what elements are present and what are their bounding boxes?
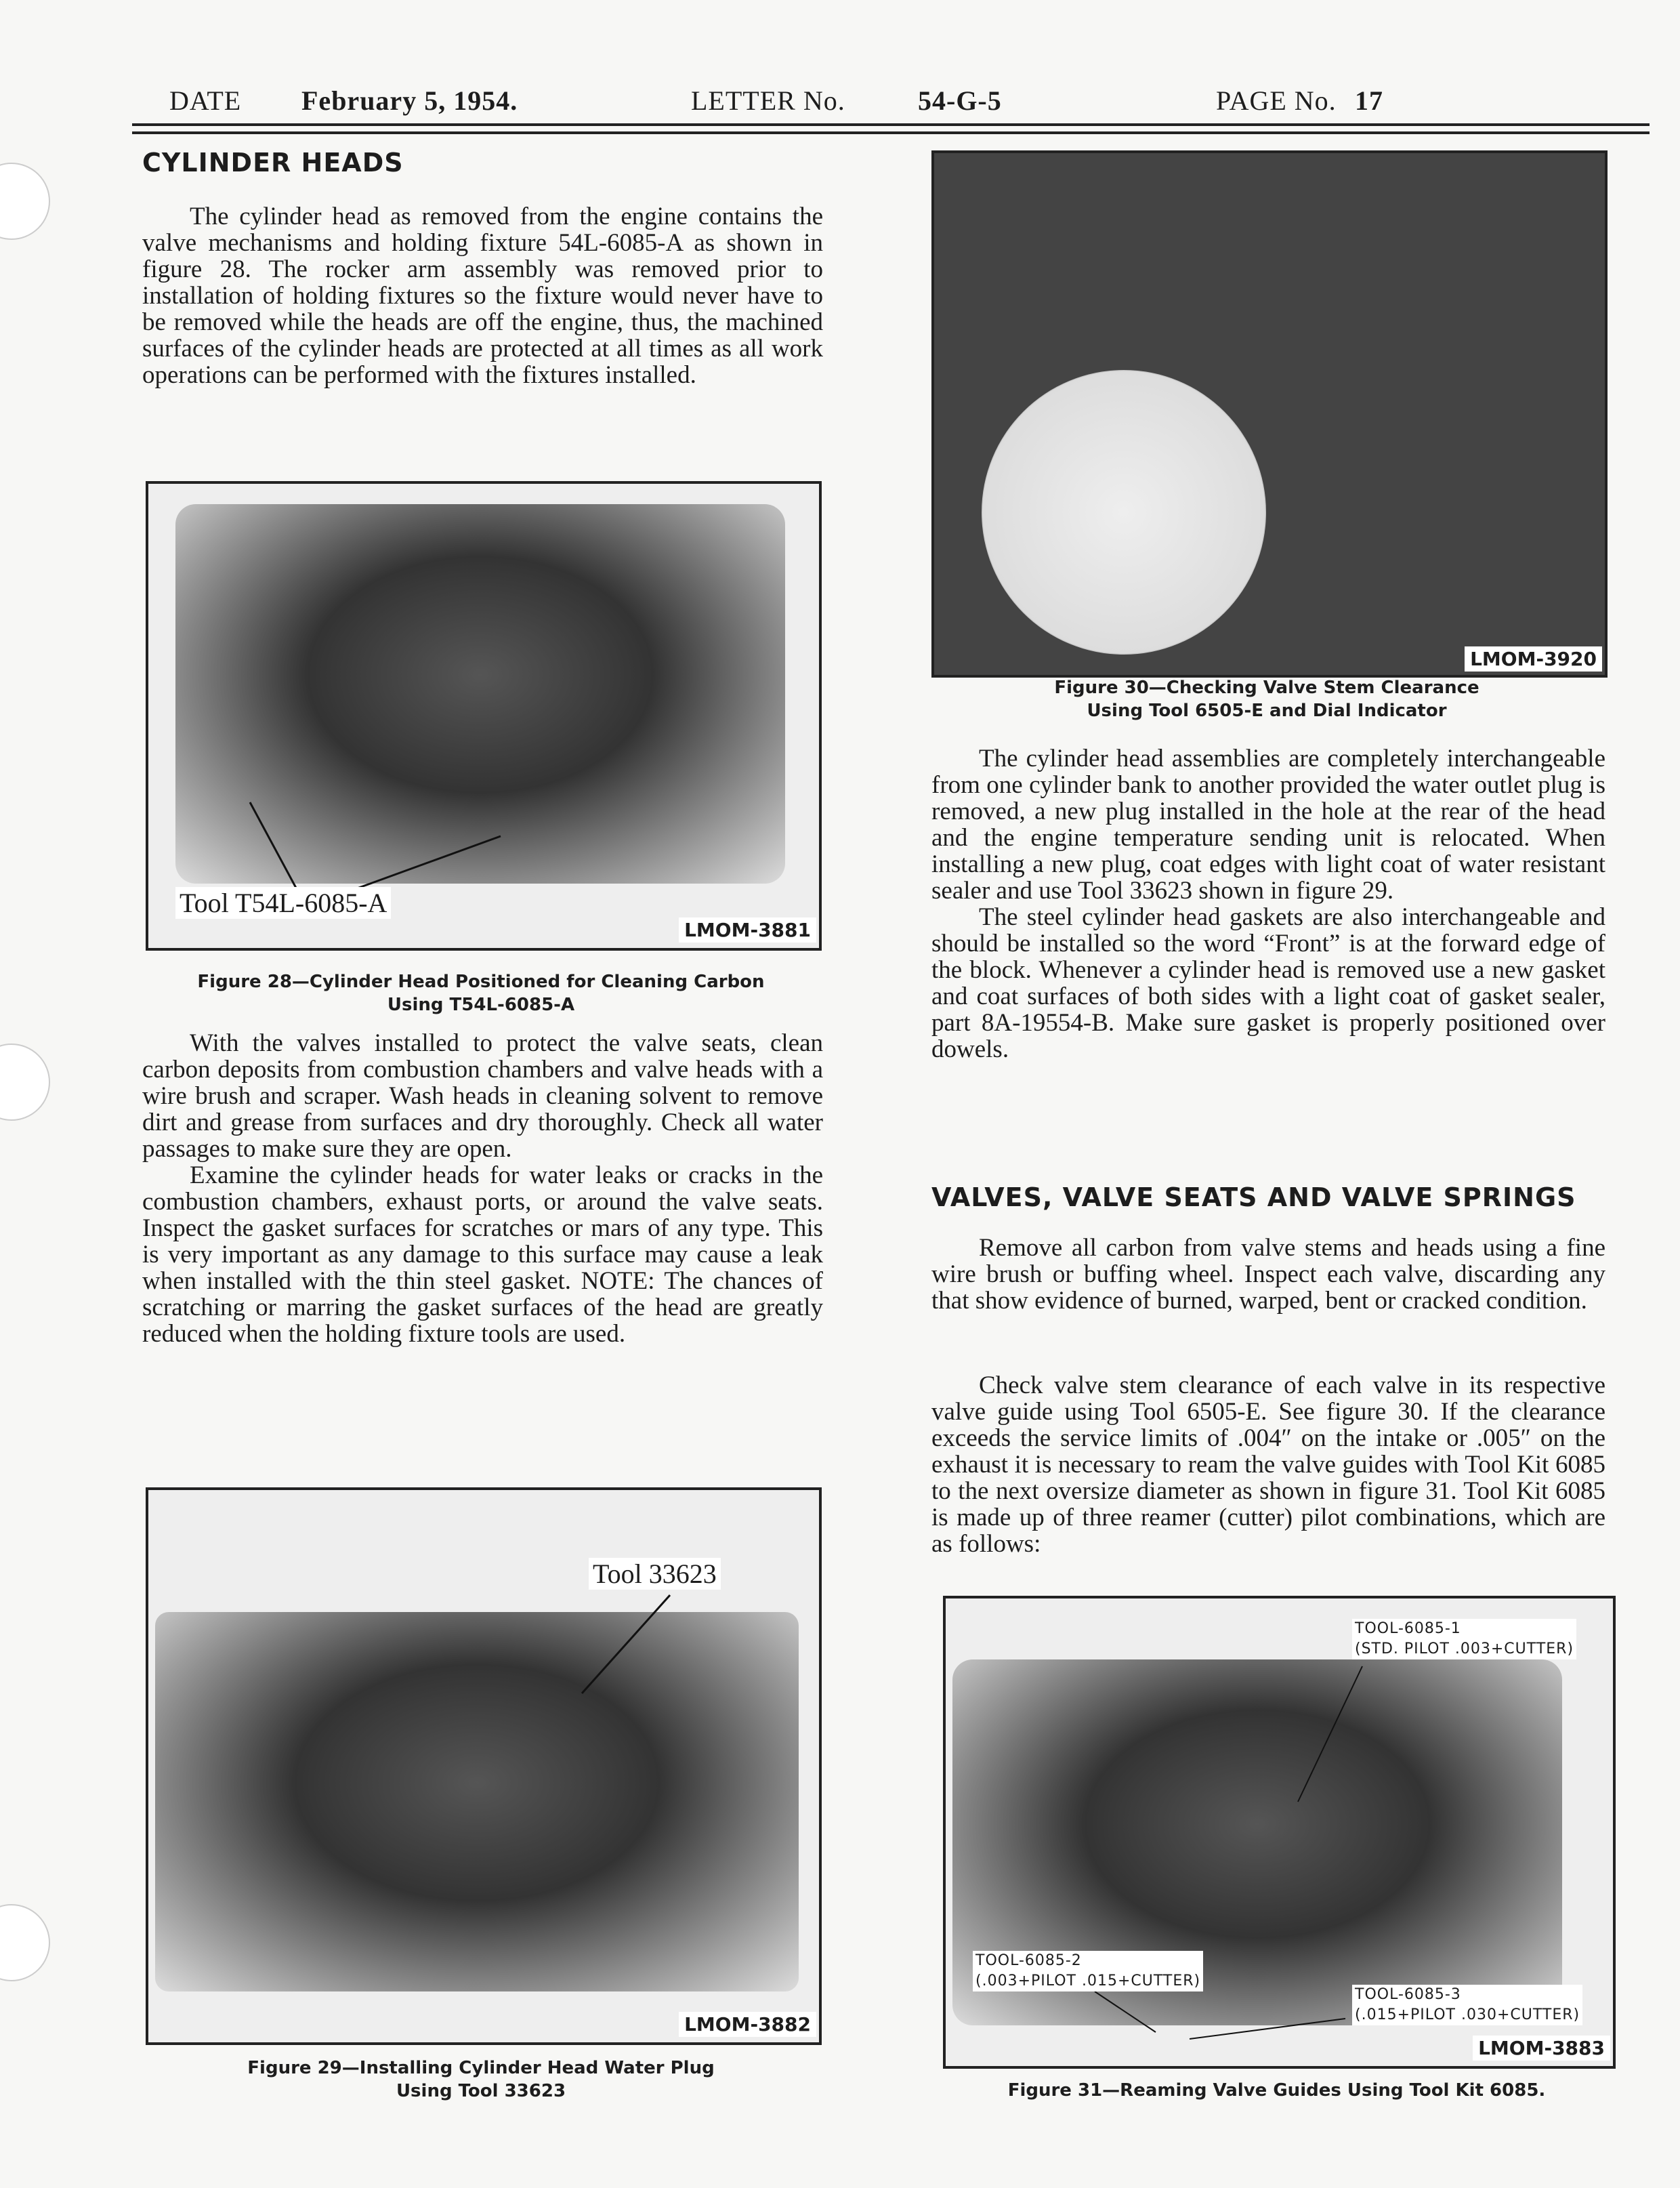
letter-label: LETTER No. (691, 85, 845, 116)
paragraph (142, 1030, 823, 1347)
figure-29 (146, 1487, 822, 2045)
figure-31 (943, 1596, 1616, 2069)
letter-value: 54-G-5 (918, 85, 1002, 116)
caption-line: Figure 29—Installing Cylinder Head Water Plug (247, 2058, 715, 2078)
callout-line: (.003+PILOT .015+CUTTER) (975, 1973, 1201, 1989)
callout-line: (.015+PILOT .030+CUTTER) (1355, 2006, 1580, 2023)
page-number: 17 (1355, 85, 1383, 116)
header-rule (132, 131, 1650, 134)
tool-label: Tool T54L-6085-A (175, 887, 391, 919)
punch-hole (0, 163, 50, 240)
paragraph-text: Check valve stem clearance of each valve in its respective valve guide using Tool 6505-E. See figure 30. If the clearance exceeds the service limits of .004″ on the intake or .005″ on the exhaust it is necessary to ream the valve guides with Tool Kit 6085 to the next oversize diameter as shown in figure 31. Tool Kit 6085 is made up of three reamer (cutter) pilot combinations, which are as follows: (931, 1371, 1605, 1558)
paragraph-text: Remove all carbon from valve stems and heads using a fine wire brush or buffing wheel. Inspect each valve, discarding any that show evidence of burned, warped, bent or cracked condition. (931, 1234, 1605, 1315)
image-code: LMOM-3920 (1465, 646, 1602, 672)
tool-callout (973, 1951, 1203, 1991)
section-heading: CYLINDER HEADS (142, 148, 404, 178)
date-value: February 5, 1954. (301, 85, 518, 116)
paragraph (931, 1372, 1605, 1557)
paragraph-text: With the valves installed to protect the valve seats, clean carbon deposits from combustion chambers and valve heads with a wire brush and scraper. Wash heads in cleaning solvent to remove dirt and grease from surfaces and dry thoroughly. Check all water passages to make sure they are open. (142, 1029, 823, 1163)
callout-line: TOOL-6085-1 (1355, 1620, 1461, 1637)
paragraph-text: The cylinder head as removed from the engine contains the valve mechanisms and holding fixture 54L-6085-A as shown in figure 28. The rocker arm assembly was removed prior to installation of holding fixtures so the fixture would never have to be removed while the heads are off the engine, thus, the machined surfaces of the cylinder heads are protected at all times as all work operations can be performed with the fixtures installed. (142, 203, 823, 389)
punch-hole (0, 1044, 50, 1121)
paragraph (931, 745, 1605, 1062)
paragraph (931, 1235, 1605, 1314)
tool-callout (1352, 1985, 1582, 2025)
paragraph-text: The cylinder head assemblies are completely interchangeable from one cylinder bank to another provided the water outlet plug is removed, a new plug installed in the hole at the rear of the head and the engine temperature sending unit is relocated. When installing a new plug, coat edges with light coat of water resistant sealer and use Tool 33623 shown in figure 29. (931, 745, 1605, 905)
callout-line: (STD. PILOT .003+CUTTER) (1355, 1640, 1574, 1657)
paragraph (142, 203, 823, 388)
page-label: PAGE No. (1216, 85, 1337, 116)
dial-indicator-photo (982, 370, 1266, 655)
image-code: LMOM-3883 (1473, 2036, 1610, 2061)
punch-hole (0, 1904, 50, 1981)
header-rule (132, 123, 1650, 126)
image-code: LMOM-3882 (679, 2012, 816, 2037)
callout-line: TOOL-6085-2 (975, 1952, 1082, 1969)
caption-line: Using T54L-6085-A (387, 995, 575, 1015)
caption-line: Using Tool 6505-E and Dial Indicator (1087, 701, 1447, 721)
paragraph-text: The steel cylinder head gaskets are also interchangeable and should be installed so the word “Front” is at the forward edge of the block. Whenever a cylinder head is removed use a new gasket and coat surfaces of both sides with a light coat of gasket sealer, part 8A-19554-B. Make sure gasket is properly positioned over dowels. (931, 903, 1605, 1063)
caption-line: Using Tool 33623 (396, 2081, 566, 2101)
caption-line: Figure 30—Checking Valve Stem Clearance (1054, 678, 1479, 698)
figure-caption (146, 2057, 816, 2103)
figure-caption (146, 970, 816, 1016)
tool-callout (1352, 1619, 1576, 1659)
section-heading: VALVES, VALVE SEATS AND VALVE SPRINGS (931, 1182, 1576, 1212)
figure-30 (931, 150, 1608, 678)
image-code: LMOM-3881 (679, 917, 816, 943)
figure-28 (146, 481, 822, 951)
figure-caption (931, 676, 1602, 722)
tool-label: Tool 33623 (589, 1558, 721, 1590)
callout-line: TOOL-6085-3 (1355, 1986, 1461, 2003)
date-label: DATE (169, 85, 242, 116)
caption-line: Figure 28—Cylinder Head Positioned for Cleaning Carbon (197, 972, 765, 992)
figure-caption: Figure 31—Reaming Valve Guides Using Tool Kit 6085. (1007, 2080, 1546, 2101)
paragraph-text: Examine the cylinder heads for water leaks or cracks in the combustion chambers, exhaust ports, or around the valve seats. Inspect the gasket surfaces for scratches or mars of any type. This is very important as any damage to this surface may cause a leak when installed with the thin steel gasket. NOTE: The chances of scratching or marring the gasket surfaces of the head are greatly reduced when the holding fixture tools are used. (142, 1161, 823, 1348)
